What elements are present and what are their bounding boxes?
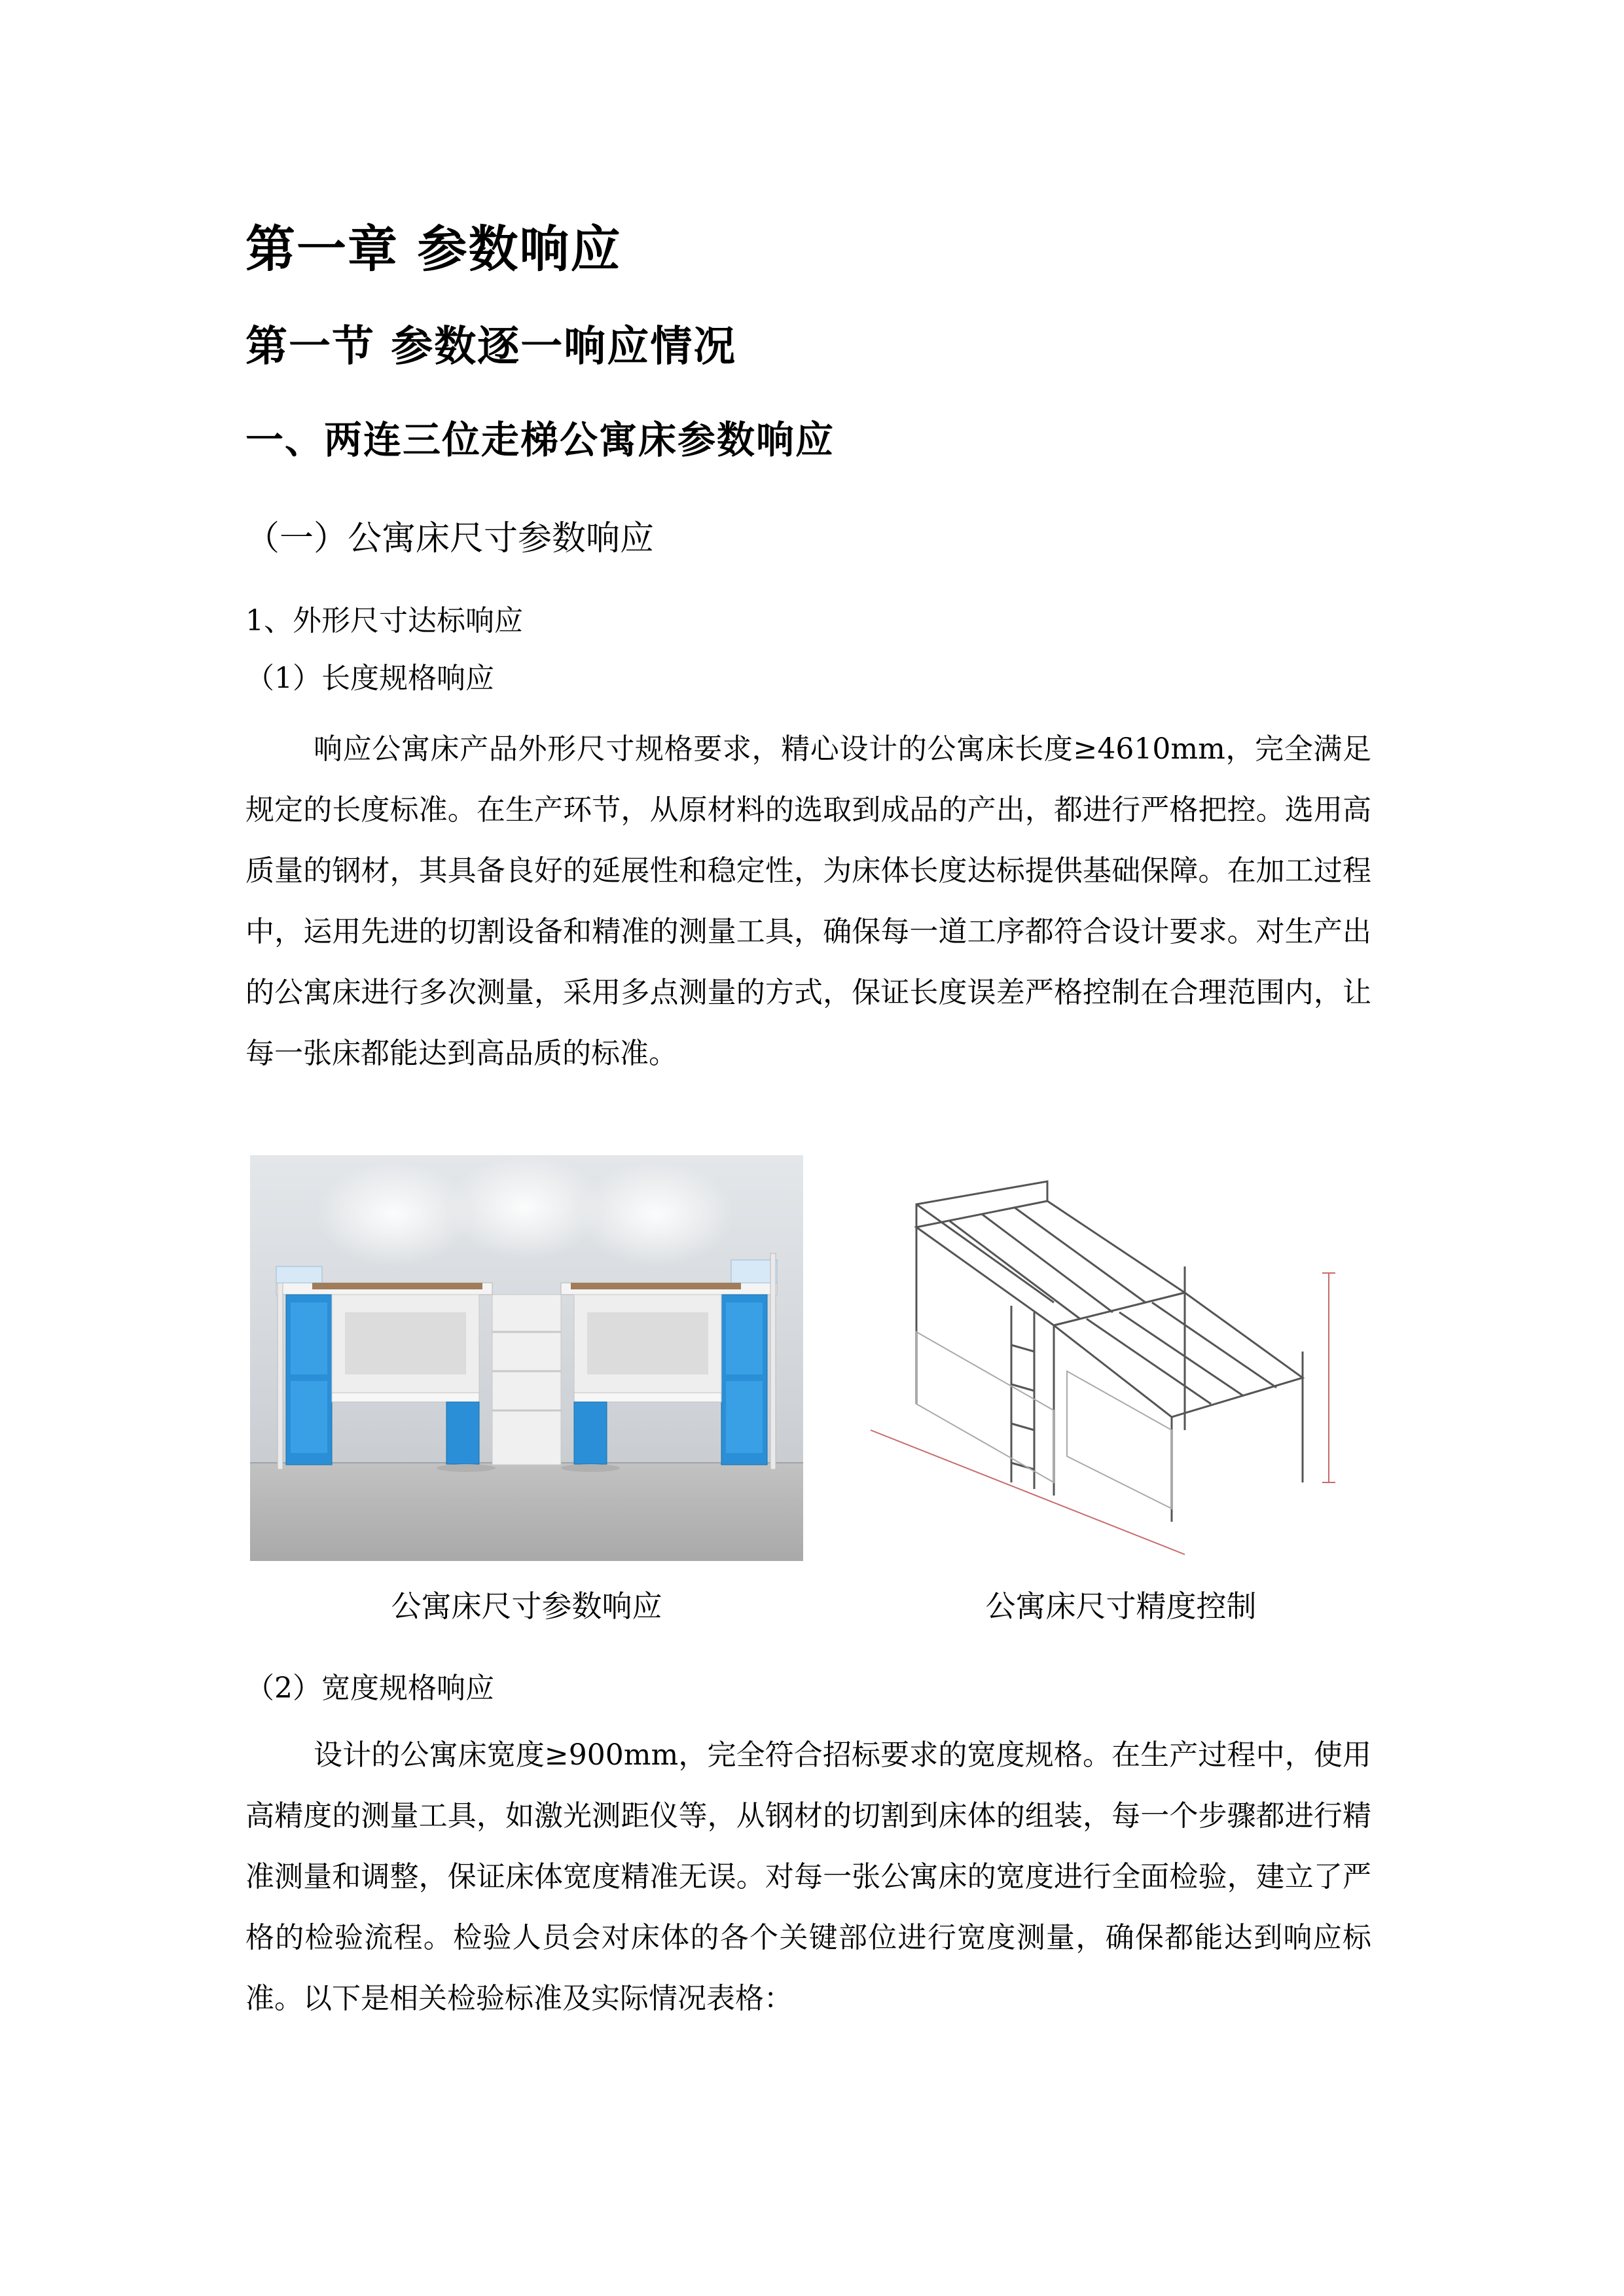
- paragraph-length: 响应公寓床产品外形尺寸规格要求，精心设计的公寓床长度≥4610mm，完全满足规定的长度标准。在生产环节，从原材料的选取到成品的产出，都进行严格把控。选用高质量的钢材，其具备良好的延展性和稳定性，为床体长度达标提供基础保障。在加工过程中，运用先进的切割设备和精准的测量工具，确保每一道工序都符合设计要求。对生产出的公寓床进行多次测量，采用多点测量的方式，保证长度误差严格控制在合理范围内，让每一张床都能达到高品质的标准。: [245, 732, 1371, 1070]
- chapter-title: 第一章 参数响应: [245, 220, 622, 278]
- subsection-title: 一、两连三位走梯公寓床参数响应: [245, 418, 835, 462]
- subsubsection-title: （一）公寓床尺寸参数响应: [245, 519, 655, 558]
- figure-caption-right: 公寓床尺寸精度控制: [985, 1588, 1257, 1624]
- item-heading-dimensions: 1、外形尺寸达标响应: [245, 604, 523, 637]
- bed-dimension-drawing: [844, 1155, 1398, 1561]
- figure-caption-left: 公寓床尺寸参数响应: [391, 1588, 662, 1624]
- apartment-bed-photo: [250, 1155, 803, 1561]
- item-heading-width: （2）宽度规格响应: [245, 1672, 494, 1705]
- item-heading-length: （1）长度规格响应: [245, 662, 494, 695]
- section-title: 第一节 参数逐一响应情况: [245, 322, 737, 371]
- paragraph-width: 设计的公寓床宽度≥900mm，完全符合招标要求的宽度规格。在生产过程中，使用高精度的测量工具，如激光测距仪等，从钢材的切割到床体的组装，每一个步骤都进行精准测量和调整，保证床体宽度精准无误。对每一张公寓床的宽度进行全面检验，建立了严格的检验流程。检验人员会对床体的各个关键部位进行宽度测量，确保都能达到响应标准。以下是相关检验标准及实际情况表格：: [245, 1738, 1371, 2015]
